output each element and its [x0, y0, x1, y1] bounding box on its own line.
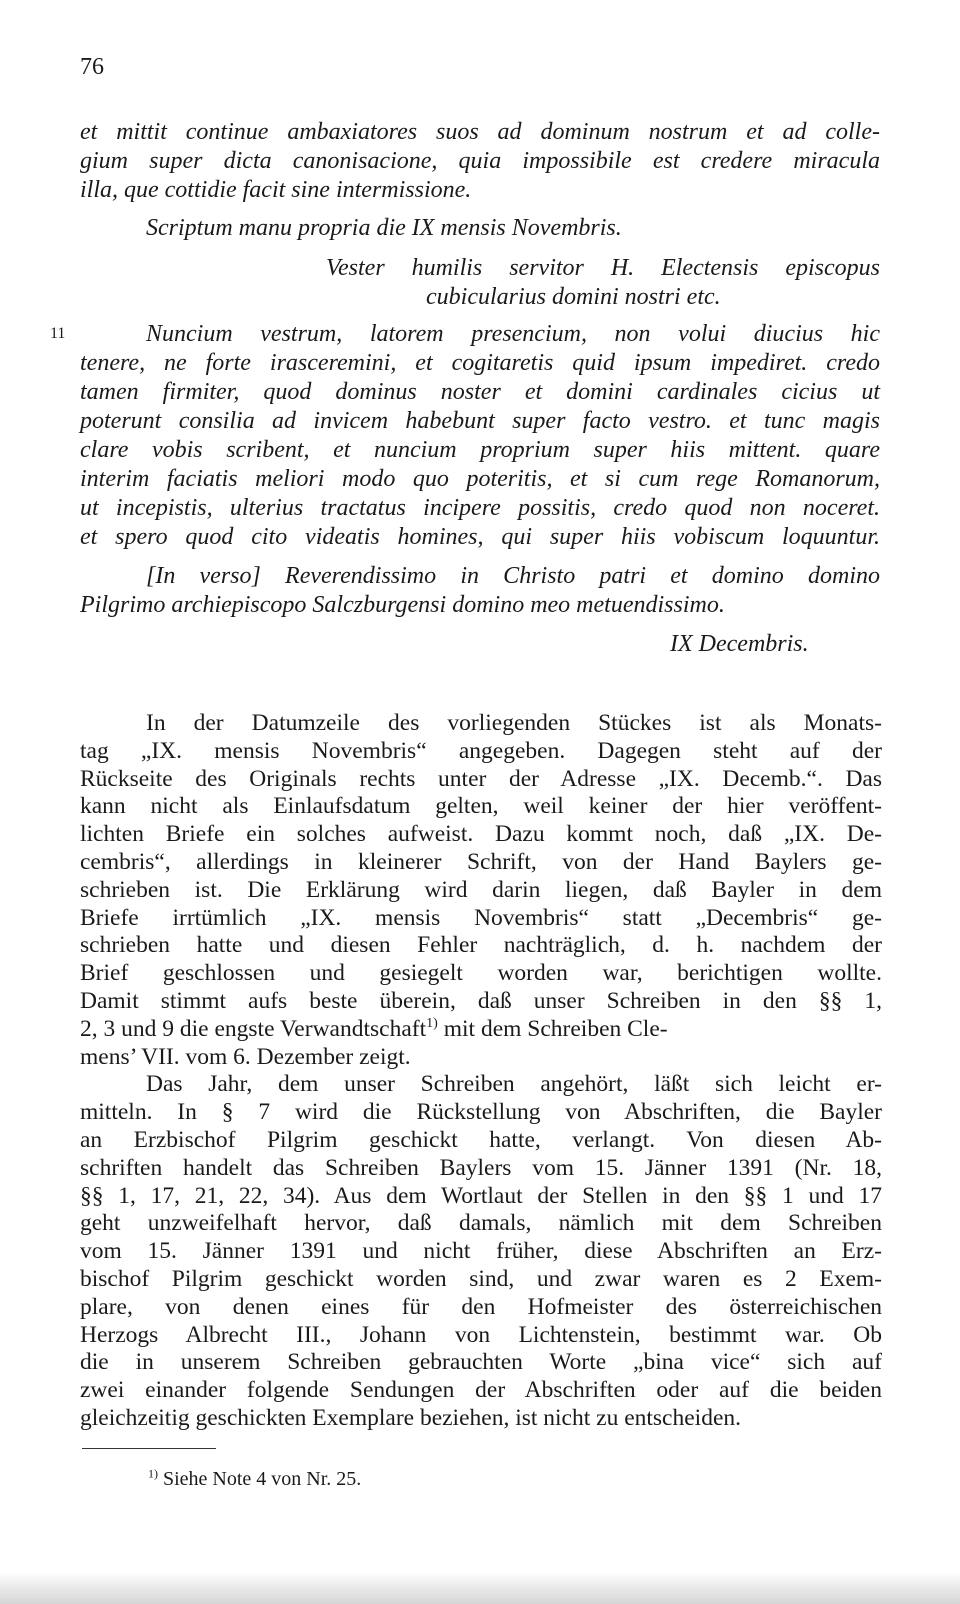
text-line: ut incepistis, ulterius tractatus incipere possitis, credo quod non noceret.	[80, 495, 880, 521]
text-line: tenere, ne forte irasceremini, et cogitaretis quid ipsum impediret. credo	[80, 350, 880, 376]
text-line: kann nicht als Einlaufsdatum gelten, weil keiner der hier veröffent-	[80, 793, 882, 820]
text-line: Herzogs Albrecht III., Johann von Lichtenstein, bestimmt war. Ob	[80, 1321, 882, 1348]
text-line: tamen firmiter, quod dominus noster et domini cardinales cicius ut	[80, 379, 880, 405]
commentary-text	[80, 710, 882, 1433]
postscript-text	[80, 320, 880, 552]
text-line: clare vobis scribent, et nuncium proprium super hiis mittent. quare	[80, 437, 880, 463]
text-line: schriften handelt das Schreiben Baylers vom 15. Jänner 1391 (Nr. 18,	[80, 1154, 882, 1181]
text-line: Pilgrimo archiepiscopo Salczburgensi domino meo metuendissimo.	[80, 592, 725, 618]
footnote-text: Siehe Note 4 von Nr. 25.	[158, 1468, 362, 1490]
text-fragment: 2, 3 und 9 die engste Verwandtschaft	[80, 1015, 427, 1042]
address-verso	[80, 562, 880, 620]
text-line: Briefe irrtümlich „IX. mensis Novembris“ statt „Decembris“ ge-	[80, 904, 882, 931]
text-line: gium super dicta canonisacione, quia impossibile est credere miracula	[80, 148, 880, 174]
text-line: interim faciatis meliori modo quo poteritis, et si cum rege Romanorum,	[80, 466, 880, 492]
text-line: Scriptum manu propria die IX mensis Novembris.	[146, 215, 622, 241]
text-line: Nuncium vestrum, latorem presencium, non volui diucius hic	[146, 321, 880, 347]
page-number: 76	[80, 54, 104, 80]
text-line: plare, von denen eines für den Hofmeister des österreichischen	[80, 1293, 882, 1320]
text-line: mitteln. In § 7 wird die Rückstellung von Abschriften, die Bayler	[80, 1099, 882, 1126]
text-line: die in unserem Schreiben gebrauchten Worte „bina vice“ sich auf	[80, 1349, 882, 1376]
footnote-reference: 1)	[426, 1014, 438, 1031]
text-line: et mittit continue ambaxiatores suos ad dominum nostrum et ad colle-	[80, 119, 880, 145]
text-line: In der Datumzeile des vorliegenden Stückes ist als Monats-	[146, 710, 882, 736]
text-line: illa, que cottidie facit sine intermissione.	[80, 177, 472, 203]
text-line: Brief geschlossen und gesiegelt worden war, berichtigen wollte.	[80, 960, 882, 987]
text-line: poterunt consilia ad invicem habebunt super facto vestro. et tunc magis	[80, 408, 880, 434]
text-line: [In verso] Reverendissimo in Christo patri et domino domino	[146, 563, 880, 589]
text-line: mens’ VII. vom 6. Dezember zeigt.	[80, 1043, 411, 1070]
text-line: geht unzweifelhaft hervor, daß damals, nämlich mit dem Schreiben	[80, 1210, 882, 1237]
text-line: vom 15. Jänner 1391 und nicht früher, diese Abschriften an Erz-	[80, 1238, 882, 1265]
section-number: 11	[50, 325, 66, 342]
text-fragment: mit dem Schreiben Cle-	[437, 1015, 668, 1042]
dating-line	[146, 214, 846, 243]
text-line	[80, 1016, 882, 1044]
latin-letter-text	[80, 118, 880, 205]
text-line: cembris“, allerdings in kleinerer Schrift, von der Hand Baylers ge-	[80, 848, 882, 875]
text-line: Rückseite des Originals rechts unter der Adresse „IX. Decemb.“. Das	[80, 765, 882, 792]
signature-block	[326, 254, 880, 312]
footnote-mark: 1)	[148, 1466, 158, 1481]
text-line: zwei einander folgende Sendungen der Abschriften oder auf die beiden	[80, 1377, 882, 1404]
text-line: tag „IX. mensis Novembris“ angegeben. Dagegen steht auf der	[80, 737, 882, 764]
footnote	[148, 1466, 361, 1492]
footnote-divider	[82, 1448, 216, 1449]
text-line: et spero quod cito videatis homines, qui super hiis vobiscum loquuntur.	[80, 524, 880, 550]
text-line: schrieben ist. Die Erklärung wird darin liegen, daß Bayler in dem	[80, 876, 882, 903]
text-line: Damit stimmt aufs beste überein, daß unser Schreiben in den §§ 1,	[80, 987, 882, 1014]
text-line: an Erzbischof Pilgrim geschickt hatte, verlangt. Von diesen Ab-	[80, 1126, 882, 1153]
scan-bottom-edge	[0, 1572, 960, 1604]
text-line: lichten Briefe ein solches aufweist. Dazu kommt noch, daß „IX. De-	[80, 821, 882, 848]
text-line: Das Jahr, dem unser Schreiben angehört, läßt sich leicht er-	[146, 1071, 882, 1098]
text-line: schrieben hatte und diesen Fehler nachträglich, d. h. nachdem der	[80, 932, 882, 959]
text-line: cubicularius domini nostri etc.	[426, 284, 721, 310]
text-line: IX Decembris.	[670, 631, 809, 657]
text-line: Vester humilis servitor H. Electensis episcopus	[326, 255, 880, 281]
text-line: §§ 1, 17, 21, 22, 34). Aus dem Wortlaut der Stellen in den §§ 1 und 17	[80, 1182, 882, 1209]
verso-date	[670, 630, 870, 659]
text-line: gleichzeitig geschickten Exemplare beziehen, ist nicht zu entscheiden.	[80, 1404, 741, 1431]
text-line: bischof Pilgrim geschickt worden sind, und zwar waren es 2 Exem-	[80, 1265, 882, 1292]
